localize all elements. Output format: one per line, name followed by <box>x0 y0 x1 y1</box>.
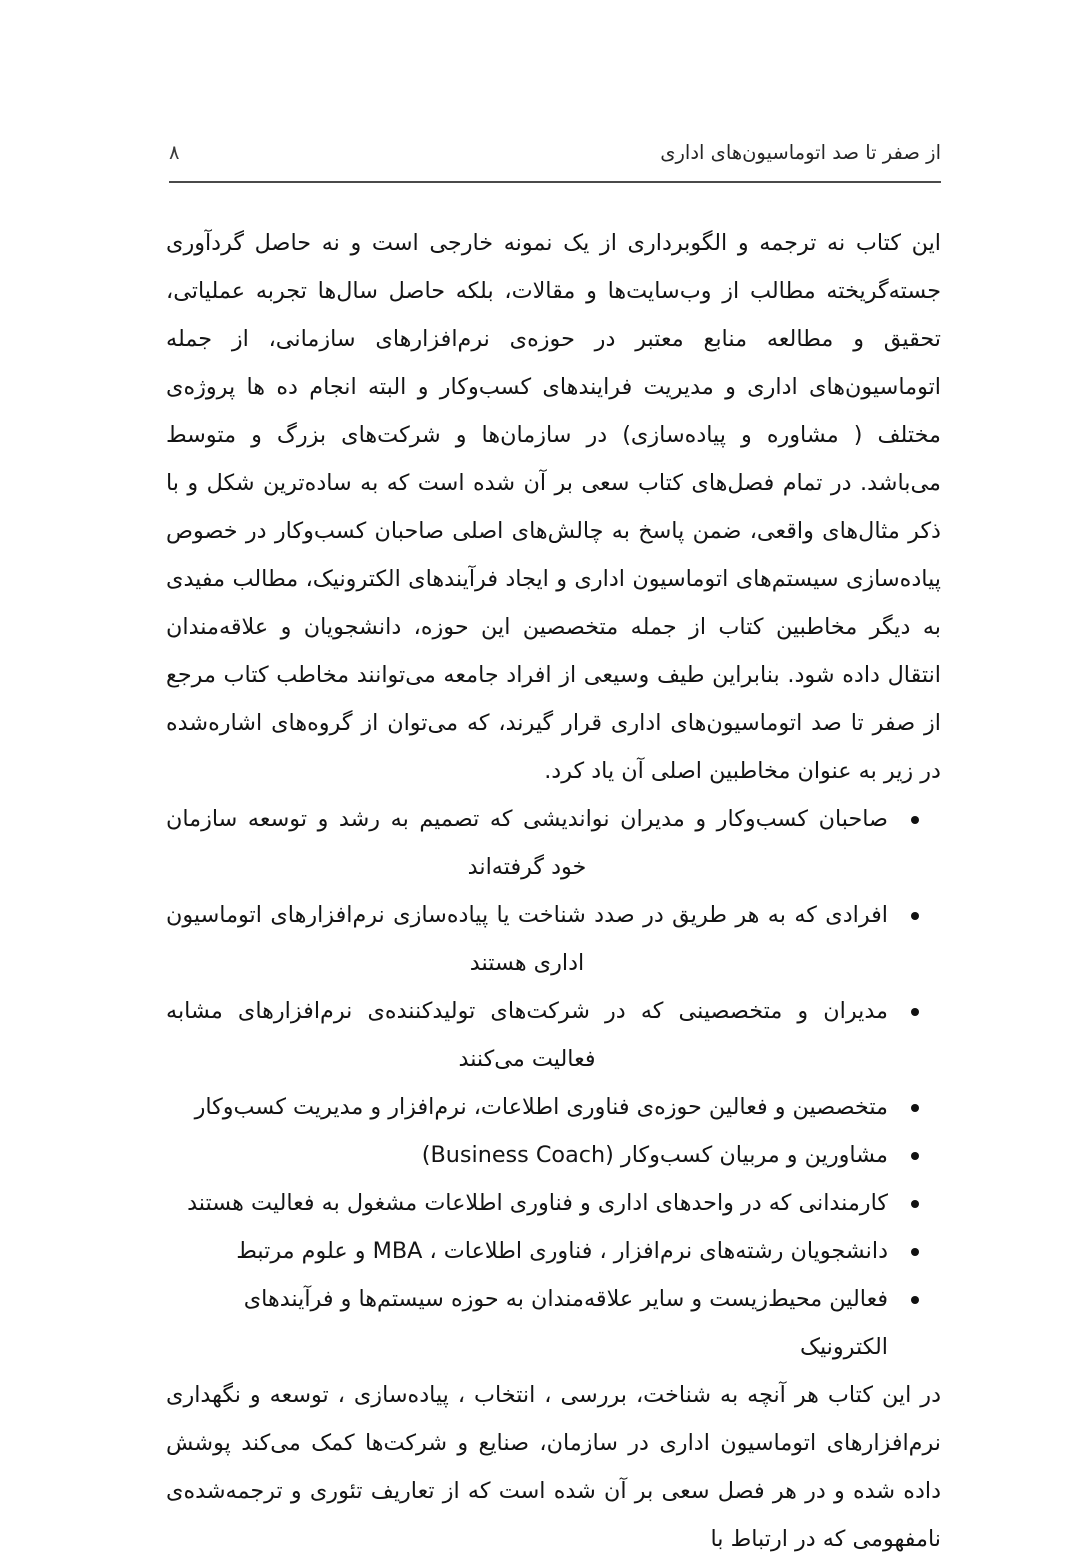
bullet-icon <box>911 1248 919 1256</box>
bullet-icon <box>911 1008 919 1016</box>
list-item <box>166 1227 941 1275</box>
list-item <box>166 1083 941 1131</box>
list-item <box>166 987 941 1083</box>
bullet-icon <box>911 816 919 824</box>
header-divider-rule <box>169 181 941 183</box>
list-item-label: افرادی که به هر طریق در صدد شناخت یا پیاده‌سازی نرم‌افزارهای اتوماسیون اداری هستند <box>166 902 888 976</box>
list-item-label: صاحبان کسب‌وکار و مدیران نواندیشی که تصمیم به رشد و توسعه سازمان خود گرفته‌اند <box>166 806 888 880</box>
list-item-label: فعالین محیط‌زیست و سایر علاقه‌مندان به حوزه سیستم‌ها و فرآیندهای الکترونیک <box>243 1286 888 1360</box>
list-item-label: مدیران و متخصصینی که در شرکت‌های تولیدکننده‌ی نرم‌افزارهای مشابه فعالیت می‌کنند <box>166 998 888 1072</box>
running-header <box>169 143 941 177</box>
audience-list <box>166 795 941 1371</box>
list-item-label: دانشجویان رشته‌های نرم‌افزار ، فناوری اطلاعات ، MBA و علوم مرتبط <box>236 1238 888 1264</box>
list-item <box>166 795 941 891</box>
bullet-icon <box>911 1152 919 1160</box>
page-content <box>166 219 941 1563</box>
list-item-label: مشاورین و مربیان کسب‌وکار (Business Coach) <box>421 1142 888 1168</box>
bullet-icon <box>911 912 919 920</box>
intro-paragraph: این کتاب نه ترجمه و الگوبرداری از یک نمونه خارجی است و نه حاصل گردآوری جسته‌گریخته مطالب از وب‌سایت‌ها و مقالات، بلکه حاصل سال‌ها تجربه عملیاتی، تحقیق و مطالعه منابع معتبر در حوزه‌ی نرم‌افزارهای سازمانی، از جمله اتوماسیون‌های اداری و مدیریت فرایندهای کسب‌وکار و البته انجام ده ها پروژه‌ی مختلف ( مشاوره و پیاده‌سازی) در سازمان‌ها و شرکت‌های بزرگ و متوسط می‌باشد. در تمام فصل‌های کتاب سعی بر آن شده است که به ساده‌ترین شکل و با ذکر مثال‌های واقعی، ضمن پاسخ به چالش‌های اصلی صاحبان کسب‌وکار در خصوص پیاده‌سازی سیستم‌های اتوماسیون اداری و ایجاد فرآیندهای الکترونیک، مطالب مفیدی به دیگر مخاطبین کتاب از جمله متخصصین این حوزه، دانشجویان و علاقه‌مندان انتقال داده شود. بنابراین طیف وسیعی از افراد جامعه می‌توانند مخاطب کتاب مرجع از صفر تا صد اتوماسیون‌های اداری قرار گیرند، که می‌توان از گروه‌های اشاره‌شده در زیر به عنوان مخاطبین اصلی آن یاد کرد. <box>166 230 941 784</box>
bullet-icon <box>911 1296 919 1304</box>
list-item <box>166 891 941 987</box>
closing-paragraph: در این کتاب هر آنچه به شناخت، بررسی ، انتخاب ، پیاده‌سازی ، توسعه و نگهداری نرم‌افزارهای اتوماسیون اداری در سازمان، صنایع و شرکت‌ها کمک می‌کند پوشش داده شده و در هر فصل سعی بر آن شده است که از تعاریف تئوری و ترجمه‌شده‌ی نامفهومی که در ارتباط با <box>166 1382 941 1552</box>
list-item <box>166 1179 941 1227</box>
list-item <box>166 1131 941 1179</box>
list-item <box>166 1275 941 1371</box>
page-number: ۸ <box>169 141 180 164</box>
header-book-title: از صفر تا صد اتوماسیون‌های اداری <box>660 141 941 164</box>
list-item-label: کارمندانی که در واحدهای اداری و فناوری اطلاعات مشغول به فعالیت هستند <box>187 1190 888 1216</box>
bullet-icon <box>911 1200 919 1208</box>
bullet-icon <box>911 1104 919 1112</box>
list-item-label: متخصصین و فعالین حوزه‌ی فناوری اطلاعات، نرم‌افزار و مدیریت کسب‌وکار <box>194 1094 888 1120</box>
